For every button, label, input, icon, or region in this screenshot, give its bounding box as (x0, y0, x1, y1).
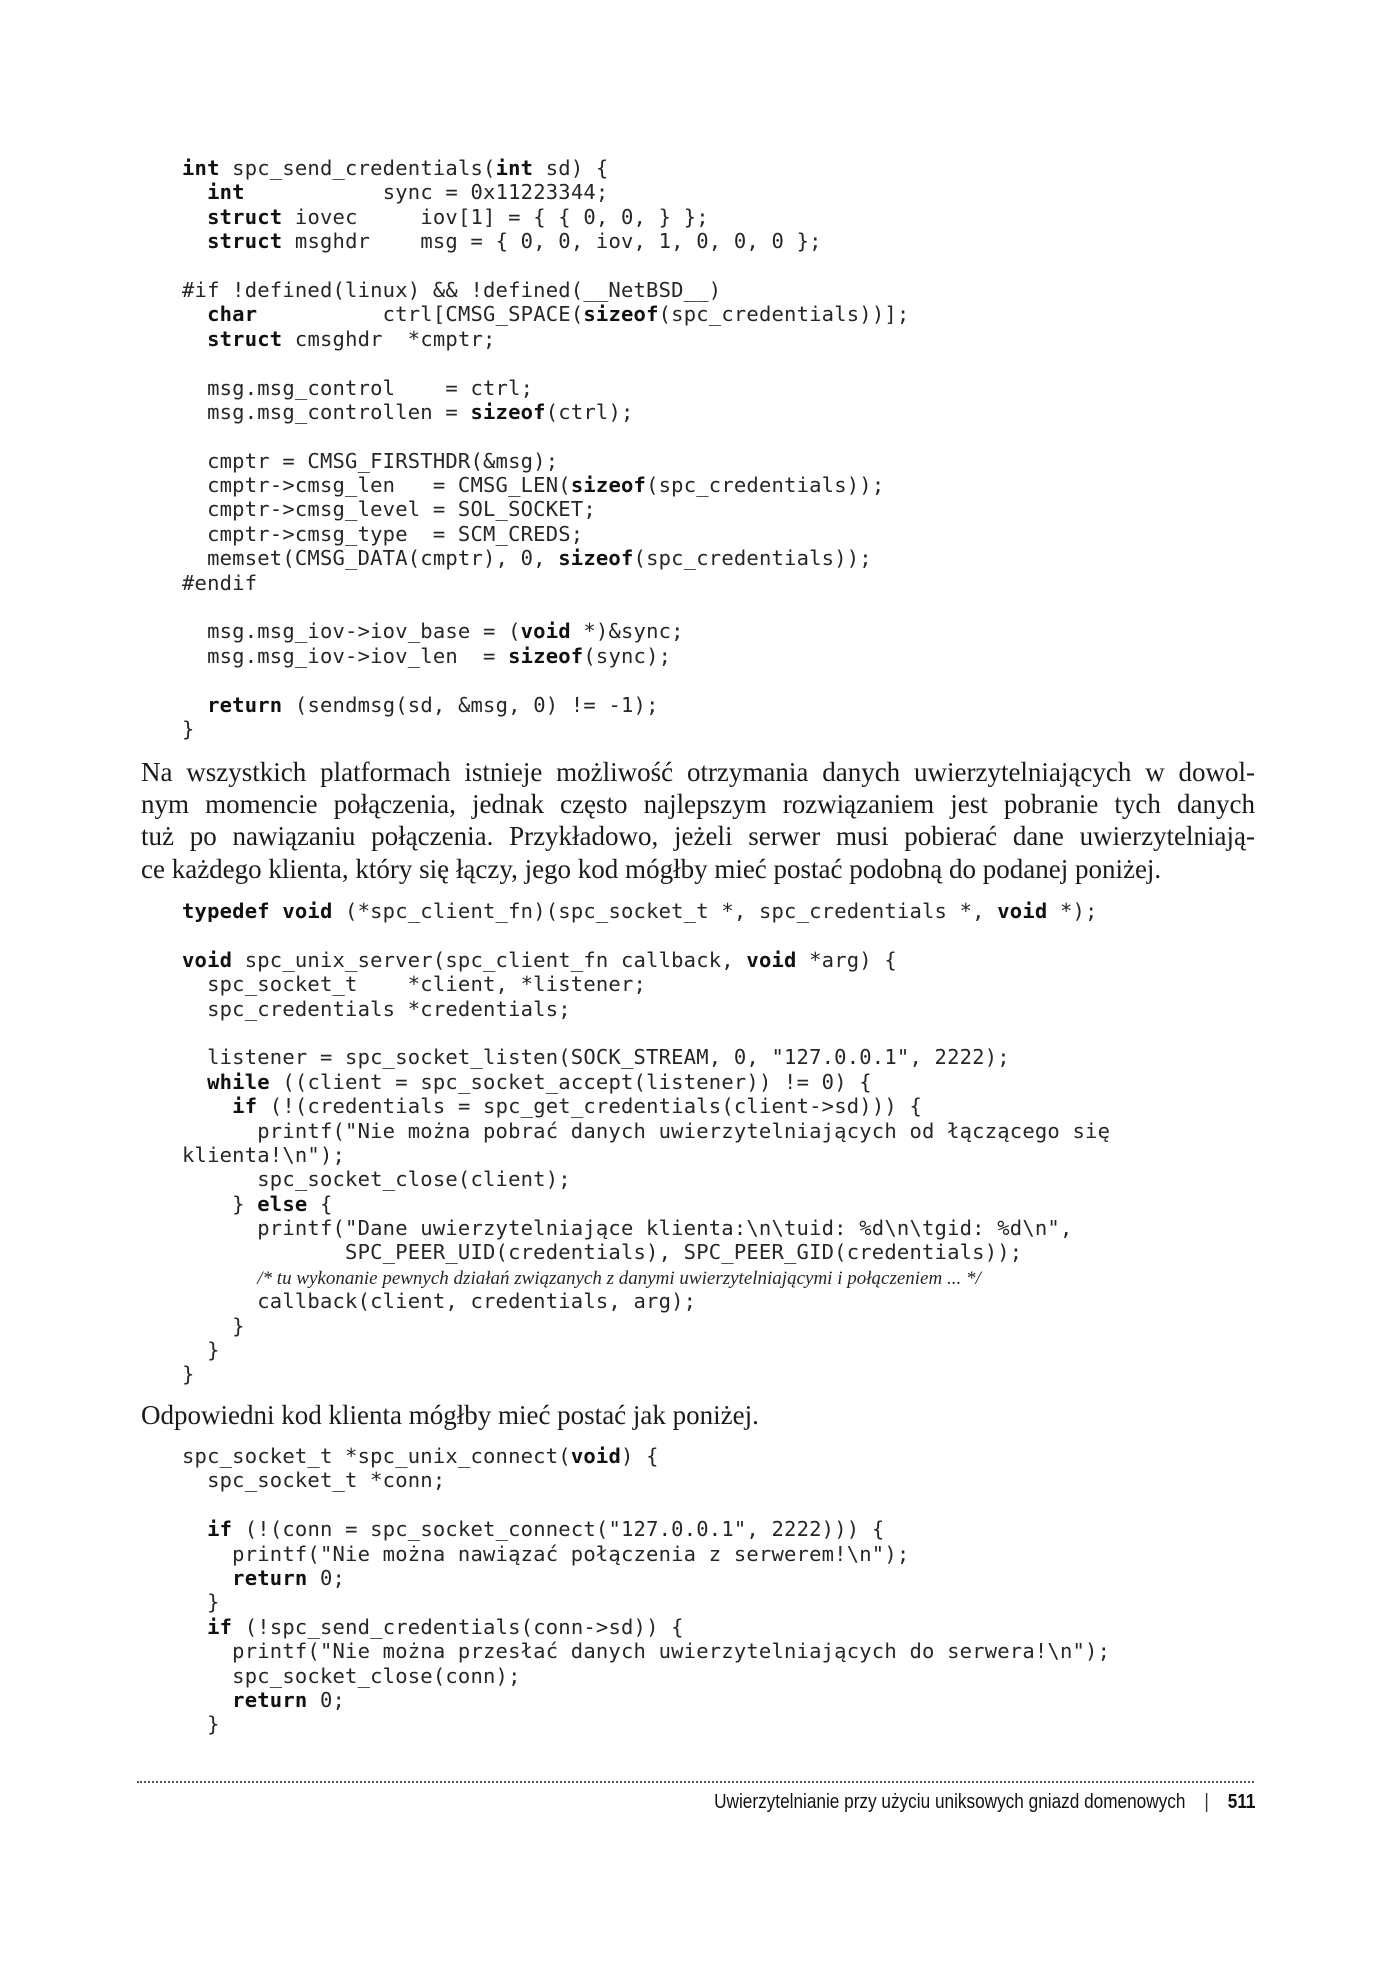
code-keyword: void (282, 899, 333, 923)
code-text: } (182, 1313, 245, 1338)
code-line (182, 546, 909, 570)
code-text: } (182, 1338, 220, 1363)
code-line (182, 1468, 1110, 1492)
code-keyword: void (746, 947, 797, 972)
code-keyword: if (207, 1614, 233, 1639)
code-line (182, 327, 909, 351)
code-text: ctrl[CMSG_SPACE( (257, 302, 584, 327)
code-text: spc_socket_close(client); (182, 1167, 571, 1192)
code-text: } (182, 716, 195, 741)
code-text (182, 302, 207, 326)
code-keyword: return (232, 1687, 308, 1712)
code-text: cmptr->cmsg_len = CMSG_LEN( (182, 473, 571, 498)
code-text (182, 1688, 232, 1712)
code-keyword: struct (207, 326, 283, 351)
code-text: (sendmsg(sd, &msg, 0) != -1); (282, 692, 659, 717)
code-keyword: void (997, 899, 1048, 923)
code-line (182, 1493, 1110, 1517)
code-text: *arg) { (796, 947, 897, 972)
code-line (182, 1021, 1110, 1045)
code-keyword: return (207, 692, 283, 717)
code-text: memset(CMSG_DATA(cmptr), 0, (182, 546, 559, 571)
code-text: listener = spc_socket_listen(SOCK_STREAM, 0, "127.0.0.1", 2222); (182, 1045, 1010, 1070)
code-text: 0; (307, 1565, 346, 1590)
code-line (182, 1289, 1110, 1313)
code-line (182, 400, 909, 424)
code-text: #if !defined(linux) && !defined(__NetBSD__) (182, 277, 722, 302)
code-line (182, 595, 909, 619)
code-text: spc_socket_t *conn; (182, 1468, 446, 1493)
code-line (182, 1143, 1110, 1167)
code-text (182, 1070, 207, 1094)
code-block-unix-server (182, 899, 1110, 1387)
code-block-unix-connect (182, 1444, 1110, 1737)
code-keyword: sizeof (470, 399, 546, 424)
code-text: printf("Nie można pobrać danych uwierzytelniających od łączącego się (182, 1118, 1111, 1143)
code-line (182, 1362, 1110, 1386)
code-text: printf("Dane uwierzytelniające klienta:\n\tuid: %d\n\tgid: %d\n", (182, 1216, 1073, 1241)
code-text (182, 1265, 257, 1289)
code-text: iovec iov[1] = { { 0, 0, } }; (282, 204, 709, 229)
paragraph-line: nym momencie połączenia, jednak często najlepszym rozwiązaniem jest pobranie tych danych (141, 789, 1255, 820)
code-keyword: if (232, 1094, 258, 1119)
code-line (182, 1094, 1110, 1118)
code-text: cmptr->cmsg_level = SOL_SOCKET; (182, 497, 596, 522)
code-line (182, 1119, 1110, 1143)
code-text: msghdr msg = { 0, 0, iov, 1, 0, 0, 0 }; (282, 229, 822, 254)
code-line (182, 668, 909, 692)
code-text: msg.msg_iov->iov_base = ( (182, 619, 521, 644)
code-text: } (182, 1191, 258, 1216)
code-text: #endif (182, 570, 258, 595)
code-line (182, 1688, 1110, 1712)
code-line (182, 1712, 1110, 1736)
code-line (182, 449, 909, 473)
code-text: } (182, 1712, 220, 1737)
code-line (182, 1664, 1110, 1688)
code-text (182, 1615, 207, 1639)
code-text: ((client = spc_socket_accept(listener)) != 0) { (269, 1069, 872, 1094)
code-keyword: void (570, 1444, 621, 1468)
code-block-send-credentials (182, 156, 909, 741)
paragraph-line: Na wszystkich platformach istnieje możliwość otrzymania danych uwierzytelniających w dowol- (141, 757, 1255, 787)
code-line (182, 1615, 1110, 1639)
code-text (270, 899, 283, 923)
code-text: (!spc_send_credentials(conn->sd)) { (232, 1614, 684, 1639)
code-text: (!(conn = spc_socket_connect("127.0.0.1", 2222))) { (232, 1517, 885, 1542)
code-text: spc_credentials *credentials; (182, 996, 571, 1021)
code-line (182, 156, 909, 180)
code-text: callback(client, credentials, arg); (182, 1289, 697, 1314)
code-keyword: sizeof (508, 643, 584, 668)
code-line (182, 1590, 1110, 1614)
code-keyword: sizeof (558, 546, 634, 571)
code-text (182, 180, 207, 204)
code-keyword: typedef (182, 899, 270, 923)
code-text: (!(credentials = spc_get_credentials(client->sd))) { (257, 1094, 922, 1119)
code-text: spc_socket_t *spc_unix_connect( (182, 1444, 571, 1468)
code-text: ) { (620, 1444, 659, 1468)
code-text: (spc_credentials))]; (658, 302, 910, 327)
code-keyword: struct (207, 229, 283, 254)
code-line (182, 1566, 1110, 1590)
code-line (182, 205, 909, 229)
code-line (182, 1517, 1110, 1541)
paragraph-client-intro (141, 1399, 1255, 1431)
code-text: (spc_credentials)); (633, 546, 872, 571)
code-keyword: char (207, 302, 258, 327)
code-keyword: sizeof (583, 302, 659, 327)
code-text: } (182, 1362, 195, 1387)
code-line (182, 899, 1110, 923)
code-line (182, 424, 909, 448)
code-line (182, 522, 909, 546)
code-line (182, 997, 1110, 1021)
code-line (182, 1265, 1110, 1289)
code-text: spc_socket_t *client, *listener; (182, 972, 647, 997)
code-keyword: int (495, 156, 534, 180)
code-keyword: struct (207, 204, 283, 229)
code-comment: /* tu wykonanie pewnych działań związanych z danymi uwierzytelniającymi i połączeniem ... */ (257, 1267, 981, 1289)
code-line (182, 619, 909, 643)
code-text: msg.msg_control = ctrl; (182, 375, 534, 400)
code-line (182, 1542, 1110, 1566)
code-text (182, 327, 207, 351)
paragraph-line: tuż po nawiązaniu połączenia. Przykładowo, jeżeli serwer musi pobierać dane uwierzytelniają- (141, 821, 1255, 852)
code-line (182, 376, 909, 400)
paragraph-server-intro (141, 756, 1255, 885)
code-line (182, 948, 1110, 972)
code-text: *); (1047, 899, 1098, 923)
code-line (182, 1216, 1110, 1240)
code-line (182, 693, 909, 717)
code-line (182, 972, 1110, 996)
code-line (182, 1167, 1110, 1191)
code-line (182, 278, 909, 302)
code-text: } (182, 1590, 220, 1615)
code-text: sd) { (533, 156, 609, 180)
code-line (182, 473, 909, 497)
code-text: spc_unix_server(spc_client_fn callback, (232, 947, 747, 972)
footer-separator: | (1203, 1791, 1209, 1813)
code-text: cmsghdr *cmptr; (282, 326, 496, 351)
code-text: (sync); (583, 643, 672, 668)
code-text: msg.msg_controllen = (182, 399, 471, 424)
code-line (182, 1338, 1110, 1362)
code-text: spc_send_credentials( (219, 156, 496, 180)
code-text (182, 229, 207, 253)
code-line (182, 229, 909, 253)
code-text: (spc_credentials)); (646, 473, 885, 498)
code-line (182, 302, 909, 326)
page-number: 511 (1227, 1791, 1255, 1813)
code-text: 0; (307, 1687, 346, 1712)
code-line (182, 1240, 1110, 1264)
code-line (182, 717, 909, 741)
code-line (182, 1070, 1110, 1094)
code-keyword: return (232, 1565, 308, 1590)
code-line (182, 1314, 1110, 1338)
code-line (182, 644, 909, 668)
code-keyword: sizeof (570, 473, 647, 498)
code-text: printf("Nie można nawiązać połączenia z serwerem!\n"); (182, 1541, 910, 1566)
paragraph-line: ce każdego klienta, który się łączy, jego kod mógłby mieć postać podobną do podanej poniżej. (141, 853, 1162, 884)
code-text: spc_socket_close(conn); (182, 1663, 521, 1688)
code-keyword: void (520, 619, 571, 644)
code-keyword: while (207, 1069, 270, 1094)
code-text: cmptr->cmsg_type = SCM_CREDS; (182, 521, 584, 546)
code-line (182, 571, 909, 595)
page-footer (714, 1791, 1255, 1814)
code-text (182, 693, 207, 717)
code-line (182, 1045, 1110, 1069)
code-keyword: int (207, 180, 245, 205)
code-text (182, 1566, 232, 1590)
code-line (182, 1444, 1110, 1468)
code-text: { (307, 1191, 333, 1216)
code-text: sync = 0x11223344; (244, 180, 609, 205)
code-line (182, 497, 909, 521)
footer-section-title: Uwierzytelnianie przy użyciu uniksowych gniazd domenowych (713, 1791, 1185, 1813)
code-text: printf("Nie można przesłać danych uwierzytelniających do serwera!\n"); (182, 1639, 1111, 1664)
code-line (182, 1639, 1110, 1663)
code-text: klienta!\n"); (182, 1142, 346, 1167)
code-line (182, 254, 909, 278)
code-text: SPC_PEER_UID(credentials), SPC_PEER_GID(credentials)); (182, 1240, 1023, 1265)
code-text (182, 205, 207, 229)
code-text: cmptr = CMSG_FIRSTHDR(&msg); (182, 448, 559, 473)
code-line (182, 180, 909, 204)
code-text: msg.msg_iov->iov_len = (182, 643, 509, 668)
code-text (182, 1517, 207, 1541)
code-keyword: else (257, 1191, 308, 1216)
footer-divider (137, 1781, 1254, 1783)
code-line (182, 1192, 1110, 1216)
code-text: (*spc_client_fn)(spc_socket_t *, spc_credentials *, (332, 899, 998, 923)
code-text: (ctrl); (545, 399, 634, 424)
code-line (182, 923, 1110, 947)
code-text (182, 1094, 232, 1118)
paragraph-line: Odpowiedni kod klienta mógłby mieć postać jak poniżej. (141, 1400, 759, 1430)
code-keyword: void (182, 947, 233, 972)
code-text: *)&sync; (570, 619, 684, 644)
code-keyword: if (207, 1517, 233, 1542)
code-keyword: int (182, 156, 220, 180)
code-line (182, 351, 909, 375)
